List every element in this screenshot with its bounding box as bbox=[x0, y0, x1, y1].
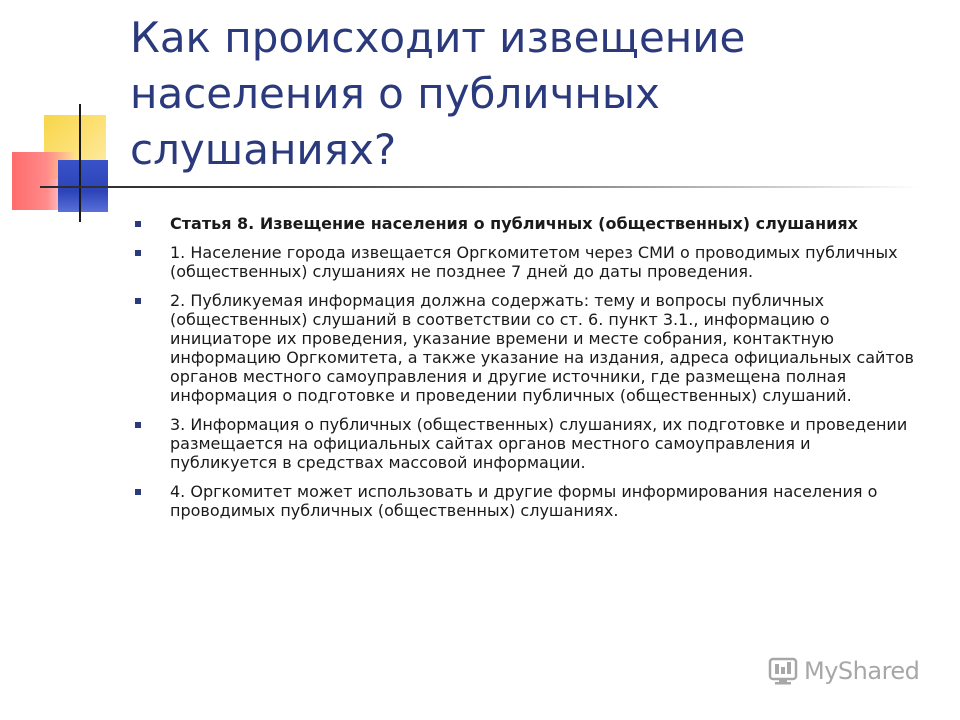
bullet-item bbox=[132, 482, 922, 520]
slide-title: Как происходит извещение населения о публичных слушаниях? bbox=[130, 13, 746, 174]
title-divider-line bbox=[40, 186, 920, 188]
bullet-item bbox=[132, 291, 922, 405]
bullet-square-icon bbox=[135, 298, 141, 304]
decor-vertical-line bbox=[79, 104, 81, 222]
bullet-item bbox=[132, 415, 922, 472]
bullet-text: 2. Публикуемая информация должна содержать: тему и вопросы публичных (общественных) слушаний в соответствии со ст. 6. пункт 3.1., информацию о инициаторе их проведения, указание времени и месте собрания, контактную информацию Оргкомитета, а также указание на издания, адреса официальных сайтов органов местного самоуправления и другие источники, где размещена полная информация о подготовке и проведении публичных (общественных) слушаний. bbox=[170, 291, 914, 405]
bullet-item bbox=[132, 243, 922, 281]
bullet-text: Статья 8. Извещение населения о публичных (общественных) слушаниях bbox=[170, 214, 858, 233]
bullet-text: 1. Население города извещается Оргкомитетом через СМИ о проводимых публичных (общественных) слушаниях не позднее 7 дней до даты проведения. bbox=[170, 243, 898, 281]
bullet-square-icon bbox=[135, 422, 141, 428]
bullet-text: 4. Оргкомитет может использовать и другие формы информирования населения о проводимых публичных (общественных) слушаниях. bbox=[170, 482, 878, 520]
bullet-square-icon bbox=[135, 250, 141, 256]
watermark-text: MyShared bbox=[804, 657, 920, 685]
bullet-square-icon bbox=[135, 221, 141, 227]
bullet-list bbox=[132, 214, 922, 530]
bullet-item bbox=[132, 214, 922, 233]
bullet-text: 3. Информация о публичных (общественных) слушаниях, их подготовке и проведении размещается на официальных сайтах органов местного самоуправления и публикуется в средствах массовой информации. bbox=[170, 415, 908, 472]
myshared-watermark bbox=[768, 656, 919, 686]
myshared-logo-icon bbox=[768, 656, 798, 686]
bullet-square-icon bbox=[135, 489, 141, 495]
